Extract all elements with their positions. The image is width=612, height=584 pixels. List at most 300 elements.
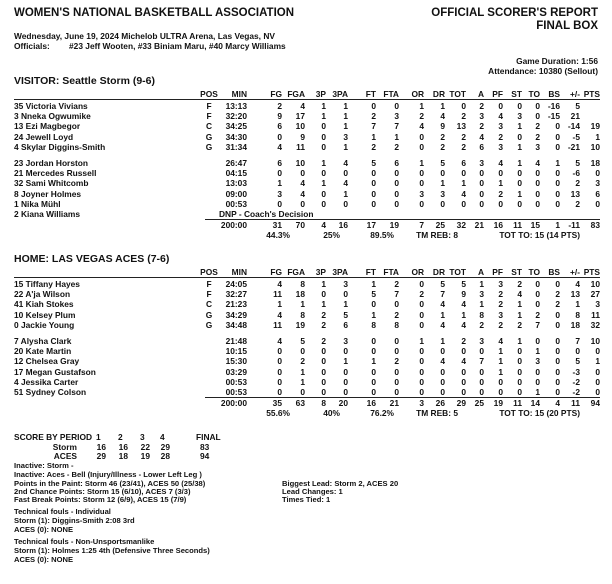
stat-plus-minus: -3 bbox=[572, 366, 580, 377]
stat-pts: 6 bbox=[595, 188, 600, 199]
final-score: 83 bbox=[200, 442, 210, 452]
percent-row bbox=[14, 230, 600, 240]
stat-fga: 1 bbox=[300, 366, 305, 377]
total-dr: 26 bbox=[435, 398, 445, 409]
stat-3p: 0 bbox=[321, 366, 326, 377]
stat-fga: 0 bbox=[300, 198, 305, 209]
stat-fta: 0 bbox=[394, 101, 399, 111]
total-pf: 16 bbox=[493, 220, 503, 231]
home-col-a: A bbox=[477, 267, 484, 277]
stat-pts: 32 bbox=[590, 319, 600, 330]
stat-st: 1 bbox=[517, 121, 522, 132]
player-name: 41 Kiah Stokes bbox=[14, 299, 74, 310]
stat-dr: 1 bbox=[440, 178, 445, 189]
stat-fg: 3 bbox=[277, 188, 282, 199]
total-3p: 8 bbox=[321, 398, 326, 409]
player-row bbox=[14, 132, 600, 142]
final-score: 94 bbox=[200, 451, 210, 461]
total-tot: 32 bbox=[456, 220, 466, 231]
player-row bbox=[14, 320, 600, 330]
stat-bs: -16 bbox=[547, 101, 560, 111]
points-in-paint: Points in the Paint: Storm 46 (23/41), ACES 50 (25/38) bbox=[14, 479, 206, 488]
stat-3pa: 0 bbox=[343, 376, 348, 387]
stat-bs: 2 bbox=[555, 299, 560, 310]
stat-or: 0 bbox=[419, 299, 424, 310]
player-name: 4 Skylar Diggins-Smith bbox=[14, 141, 106, 152]
player-name: 51 Sydney Colson bbox=[14, 387, 87, 397]
stat-a: 3 bbox=[479, 289, 484, 300]
player-name: 23 Jordan Horston bbox=[14, 158, 88, 168]
player-row bbox=[14, 158, 600, 168]
stat-or: 3 bbox=[419, 188, 424, 199]
stat-pos: C bbox=[205, 121, 213, 132]
stat-pf: 3 bbox=[498, 121, 503, 132]
home-col-fg: FG bbox=[270, 267, 282, 277]
stat-fga: 4 bbox=[300, 188, 305, 199]
stat-3pa: 1 bbox=[343, 356, 348, 367]
stat-fta: 0 bbox=[394, 168, 399, 179]
stat-a: 8 bbox=[479, 309, 484, 320]
stat-st: 0 bbox=[517, 376, 522, 387]
tech-fouls-storm: Storm (1): Diggins-Smith 2:08 3rd bbox=[14, 516, 135, 525]
stat-plus-minus: -2 bbox=[572, 376, 580, 387]
stat-fg: 0 bbox=[277, 346, 282, 357]
stat-tot: 13 bbox=[456, 121, 466, 132]
player-row bbox=[14, 101, 600, 111]
stat-a: 0 bbox=[479, 346, 484, 357]
stat-pts: 1 bbox=[595, 356, 600, 367]
stat-3p: 1 bbox=[321, 101, 326, 111]
stat-fta: 0 bbox=[394, 178, 399, 189]
player-name: 32 Sami Whitcomb bbox=[14, 178, 89, 189]
stat-min: 10:15 bbox=[225, 346, 247, 357]
stat-st: 0 bbox=[517, 131, 522, 142]
stat-fga: 8 bbox=[300, 279, 305, 289]
stat-a: 0 bbox=[479, 188, 484, 199]
stat-a: 6 bbox=[479, 141, 484, 152]
stat-min: 32:27 bbox=[225, 289, 247, 300]
stat-pts: 0 bbox=[595, 346, 600, 357]
stat-to: 0 bbox=[535, 198, 540, 209]
stat-fga: 19 bbox=[295, 319, 305, 330]
biggest-lead: Biggest Lead: Storm 2, ACES 20 bbox=[282, 479, 399, 488]
stat-dr: 0 bbox=[440, 366, 445, 377]
stat-3p: 0 bbox=[321, 387, 326, 397]
stat-3pa: 1 bbox=[343, 188, 348, 199]
stat-fga: 8 bbox=[300, 309, 305, 320]
player-row bbox=[14, 299, 600, 309]
ft-percent: 76.2% bbox=[370, 408, 394, 419]
stat-or: 0 bbox=[419, 141, 424, 152]
stat-fta: 3 bbox=[394, 111, 399, 122]
stat-pf: 4 bbox=[498, 336, 503, 346]
player-row bbox=[14, 367, 600, 377]
visitor-col-or: OR bbox=[411, 89, 424, 99]
stat-fg: 0 bbox=[277, 376, 282, 387]
stat-or: 0 bbox=[419, 178, 424, 189]
stat-fg: 4 bbox=[277, 141, 282, 152]
stat-pf: 2 bbox=[498, 131, 503, 142]
stat-tot: 2 bbox=[461, 111, 466, 122]
stat-plus-minus: 5 bbox=[575, 158, 580, 168]
stat-fga: 17 bbox=[295, 111, 305, 122]
stat-a: 0 bbox=[479, 178, 484, 189]
stat-a: 4 bbox=[479, 131, 484, 142]
player-row bbox=[14, 199, 600, 209]
stat-dr: 9 bbox=[440, 121, 445, 132]
nonunsp-fouls-aces: ACES (0): NONE bbox=[14, 555, 74, 564]
stat-3pa: 3 bbox=[343, 336, 348, 346]
stat-3p: 0 bbox=[321, 289, 326, 300]
stat-dr: 0 bbox=[440, 168, 445, 179]
stat-st: 1 bbox=[517, 299, 522, 310]
visitor-col-min: MIN bbox=[231, 89, 247, 99]
stat-pf: 0 bbox=[498, 168, 503, 179]
stat-fga: 10 bbox=[295, 121, 305, 132]
stat-3p: 1 bbox=[321, 158, 326, 168]
stat-ft: 1 bbox=[371, 309, 376, 320]
stat-fga: 0 bbox=[300, 387, 305, 397]
stat-min: 09:00 bbox=[225, 188, 247, 199]
player-name: 13 Ezi Magbegor bbox=[14, 121, 81, 132]
stat-a: 0 bbox=[479, 376, 484, 387]
total-turnovers: TOT TO: 15 (14 PTS) bbox=[499, 230, 580, 241]
total-a: 25 bbox=[474, 398, 484, 409]
stat-to: 7 bbox=[535, 319, 540, 330]
stat-tot: 5 bbox=[461, 279, 466, 289]
stat-to: 0 bbox=[535, 336, 540, 346]
total-bs: 1 bbox=[555, 220, 560, 231]
player-name: 7 Alysha Clark bbox=[14, 336, 72, 346]
stat-to: 0 bbox=[535, 289, 540, 300]
stat-fga: 5 bbox=[300, 336, 305, 346]
stat-to: 0 bbox=[535, 111, 540, 122]
stat-min: 21:23 bbox=[225, 299, 247, 310]
stat-3pa: 0 bbox=[343, 387, 348, 397]
stat-dr: 1 bbox=[440, 336, 445, 346]
stat-to: 2 bbox=[535, 121, 540, 132]
stat-min: 21:48 bbox=[225, 336, 247, 346]
stat-or: 0 bbox=[419, 198, 424, 209]
home-col-tot: TOT bbox=[449, 267, 466, 277]
score-by-period-label: SCORE BY PERIOD bbox=[14, 432, 93, 442]
visitor-header-rule bbox=[14, 99, 600, 100]
period-4-header: 4 bbox=[160, 432, 165, 442]
stat-st: 0 bbox=[517, 356, 522, 367]
stat-3p: 2 bbox=[321, 319, 326, 330]
home-col-pos: POS bbox=[200, 267, 218, 277]
stat-3p: 0 bbox=[321, 376, 326, 387]
dnp-row bbox=[14, 209, 600, 219]
stat-or: 0 bbox=[419, 387, 424, 397]
stat-or: 0 bbox=[419, 131, 424, 142]
visitor-col-to: TO bbox=[528, 89, 540, 99]
stat-bs: -15 bbox=[547, 111, 560, 122]
stat-min: 34:29 bbox=[225, 309, 247, 320]
stat-ft: 5 bbox=[371, 158, 376, 168]
stat-st: 0 bbox=[517, 178, 522, 189]
stat-3pa: 4 bbox=[343, 158, 348, 168]
stat-fg: 4 bbox=[277, 309, 282, 320]
stat-fg: 0 bbox=[277, 387, 282, 397]
stat-to: 0 bbox=[535, 178, 540, 189]
player-row bbox=[14, 336, 600, 346]
stat-pts: 0 bbox=[595, 198, 600, 209]
stat-bs: 2 bbox=[555, 289, 560, 300]
stat-fta: 2 bbox=[394, 141, 399, 152]
stat-pts: 18 bbox=[590, 158, 600, 168]
total-3pa: 16 bbox=[338, 220, 348, 231]
stat-min: 34:30 bbox=[225, 131, 247, 142]
stat-fg: 4 bbox=[277, 279, 282, 289]
stat-tot: 4 bbox=[461, 299, 466, 310]
stat-ft: 0 bbox=[371, 336, 376, 346]
player-name: 1 Nika Mühl bbox=[14, 198, 61, 209]
period-2-header: 2 bbox=[118, 432, 123, 442]
player-name: 3 Nneka Ogwumike bbox=[14, 111, 91, 122]
player-row bbox=[14, 121, 600, 131]
visitor-col-3p: 3P bbox=[315, 89, 326, 99]
stat-dr: 4 bbox=[440, 299, 445, 310]
stat-a: 3 bbox=[479, 336, 484, 346]
stat-pts: 3 bbox=[595, 299, 600, 310]
period-score: 29 bbox=[96, 451, 106, 461]
stat-pts: 0 bbox=[595, 168, 600, 179]
stat-fg: 6 bbox=[277, 158, 282, 168]
period-score: 16 bbox=[96, 442, 106, 452]
stat-plus-minus: 0 bbox=[575, 346, 580, 357]
visitor-col-pts: PTS bbox=[583, 89, 600, 99]
stat-bs: 0 bbox=[555, 356, 560, 367]
stat-min: 03:29 bbox=[225, 366, 247, 377]
stat-fg: 0 bbox=[277, 356, 282, 367]
stat-to: 3 bbox=[535, 141, 540, 152]
stat-bs: 0 bbox=[555, 168, 560, 179]
stat-to: 0 bbox=[535, 188, 540, 199]
stat-tot: 6 bbox=[461, 158, 466, 168]
team-rebounds: TM REB: 8 bbox=[416, 230, 458, 241]
report-title: OFFICIAL SCORER'S REPORT bbox=[431, 7, 598, 19]
stat-or: 0 bbox=[419, 319, 424, 330]
total-fg: 31 bbox=[272, 220, 282, 231]
home-col-dr: DR bbox=[432, 267, 445, 277]
stat-pos: C bbox=[205, 299, 213, 310]
total-dr: 25 bbox=[435, 220, 445, 231]
stat-3p: 1 bbox=[321, 299, 326, 310]
stat-pos: G bbox=[205, 131, 213, 142]
stat-bs: 0 bbox=[555, 198, 560, 209]
total-or: 3 bbox=[419, 398, 424, 409]
total-pts: 94 bbox=[590, 398, 600, 409]
stat-fta: 7 bbox=[394, 121, 399, 132]
stat-plus-minus: -21 bbox=[567, 141, 580, 152]
player-row bbox=[14, 111, 600, 121]
stat-to: 3 bbox=[535, 356, 540, 367]
totals-row bbox=[14, 220, 600, 230]
home-col-ft: FT bbox=[365, 267, 376, 277]
stat-fg: 0 bbox=[277, 168, 282, 179]
stat-fta: 0 bbox=[394, 376, 399, 387]
stat-min: 26:47 bbox=[225, 158, 247, 168]
stat-3pa: 0 bbox=[343, 366, 348, 377]
stat-or: 0 bbox=[419, 309, 424, 320]
stat-or: 2 bbox=[419, 289, 424, 300]
stat-tot: 0 bbox=[461, 366, 466, 377]
totals-row bbox=[14, 398, 600, 408]
stat-3pa: 0 bbox=[343, 289, 348, 300]
home-col-3pa: 3PA bbox=[332, 267, 348, 277]
stat-fta: 6 bbox=[394, 158, 399, 168]
total-fta: 21 bbox=[389, 398, 399, 409]
inactive-storm: Inactive: Storm - bbox=[14, 461, 74, 470]
home-title: HOME: LAS VEGAS ACES (7-6) bbox=[14, 253, 170, 265]
stat-plus-minus: 2 bbox=[575, 198, 580, 209]
home-col-min: MIN bbox=[231, 267, 247, 277]
stat-dr: 0 bbox=[440, 387, 445, 397]
stat-a: 3 bbox=[479, 158, 484, 168]
stat-bs: 0 bbox=[555, 121, 560, 132]
stat-ft: 0 bbox=[371, 366, 376, 377]
total-bs: 4 bbox=[555, 398, 560, 409]
stat-tot: 2 bbox=[461, 336, 466, 346]
stat-fta: 0 bbox=[394, 198, 399, 209]
player-name: 35 Victoria Vivians bbox=[14, 101, 88, 111]
stat-3pa: 0 bbox=[343, 168, 348, 179]
stat-pts: 10 bbox=[590, 279, 600, 289]
stat-tot: 1 bbox=[461, 178, 466, 189]
player-name: 24 Jewell Loyd bbox=[14, 131, 74, 142]
stat-pos: F bbox=[206, 279, 212, 289]
stat-pf: 3 bbox=[498, 141, 503, 152]
stat-bs: 0 bbox=[555, 279, 560, 289]
stat-st: 0 bbox=[517, 387, 522, 397]
visitor-col-pos: POS bbox=[200, 89, 218, 99]
stat-min: 32:20 bbox=[225, 111, 247, 122]
stat-a: 0 bbox=[479, 198, 484, 209]
home-col-fta: FTA bbox=[383, 267, 399, 277]
stat-st: 2 bbox=[517, 319, 522, 330]
stat-plus-minus: 18 bbox=[570, 319, 580, 330]
stat-fg: 11 bbox=[273, 319, 282, 330]
stat-pos: F bbox=[206, 101, 212, 111]
stat-pts: 10 bbox=[590, 141, 600, 152]
stat-3p: 1 bbox=[321, 178, 326, 189]
ft-percent: 89.5% bbox=[370, 230, 394, 241]
stat-dr: 3 bbox=[440, 188, 445, 199]
nonunsp-fouls-header: Technical fouls - Non-Unsportsmanlike bbox=[14, 537, 155, 546]
stat-3p: 2 bbox=[321, 309, 326, 320]
stat-tot: 0 bbox=[461, 346, 466, 357]
stat-fga: 1 bbox=[300, 376, 305, 387]
stat-or: 1 bbox=[419, 158, 424, 168]
stat-tot: 2 bbox=[461, 131, 466, 142]
stat-tot: 0 bbox=[461, 101, 466, 111]
period-score: 29 bbox=[160, 442, 170, 452]
stat-plus-minus: 13 bbox=[570, 289, 580, 300]
home-col-or: OR bbox=[411, 267, 424, 277]
stat-or: 4 bbox=[419, 121, 424, 132]
stat-plus-minus: -2 bbox=[572, 387, 580, 397]
stat-fta: 7 bbox=[394, 289, 399, 300]
times-tied: Times Tied: 1 bbox=[282, 495, 331, 504]
total-st: 11 bbox=[513, 220, 522, 231]
stat-bs: 0 bbox=[555, 387, 560, 397]
stat-st: 4 bbox=[517, 289, 522, 300]
visitor-col-st: ST bbox=[511, 89, 522, 99]
home-header-rule bbox=[14, 277, 600, 278]
total-or: 7 bbox=[419, 220, 424, 231]
stat-fg: 0 bbox=[277, 131, 282, 142]
period-team-name: Storm bbox=[52, 442, 77, 452]
three-percent: 25% bbox=[323, 230, 340, 241]
player-row bbox=[14, 387, 600, 397]
stat-fta: 1 bbox=[394, 131, 399, 142]
home-col-st: ST bbox=[511, 267, 522, 277]
total-to: 14 bbox=[530, 398, 540, 409]
stat-st: 0 bbox=[517, 198, 522, 209]
stat-or: 0 bbox=[419, 346, 424, 357]
stat-dr: 0 bbox=[440, 346, 445, 357]
stat-ft: 0 bbox=[371, 198, 376, 209]
total-to: 15 bbox=[530, 220, 540, 231]
stat-min: 00:53 bbox=[225, 376, 247, 387]
stat-bs: 0 bbox=[555, 376, 560, 387]
stat-pf: 2 bbox=[498, 299, 503, 310]
period-score: 19 bbox=[140, 451, 150, 461]
stat-fga: 4 bbox=[300, 178, 305, 189]
stat-fta: 2 bbox=[394, 356, 399, 367]
visitor-col-bs: BS bbox=[548, 89, 560, 99]
stat-3p: 1 bbox=[321, 279, 326, 289]
stat-or: 2 bbox=[419, 111, 424, 122]
stat-or: 1 bbox=[419, 336, 424, 346]
stat-fta: 2 bbox=[394, 309, 399, 320]
stat-tot: 4 bbox=[461, 188, 466, 199]
stat-tot: 0 bbox=[461, 168, 466, 179]
stat-tot: 1 bbox=[461, 309, 466, 320]
stat-to: 1 bbox=[535, 346, 540, 357]
player-row bbox=[14, 377, 600, 387]
stat-dr: 4 bbox=[440, 356, 445, 367]
stat-to: 0 bbox=[535, 168, 540, 179]
stat-min: 24:05 bbox=[225, 279, 247, 289]
stat-bs: 0 bbox=[555, 319, 560, 330]
total-min: 200:00 bbox=[220, 398, 247, 409]
stat-fg: 0 bbox=[277, 366, 282, 377]
total-tot: 29 bbox=[456, 398, 466, 409]
stat-fg: 9 bbox=[277, 111, 282, 122]
stat-ft: 7 bbox=[371, 121, 376, 132]
stat-pos: G bbox=[205, 141, 213, 152]
stat-tot: 4 bbox=[461, 356, 466, 367]
stat-3p: 1 bbox=[321, 111, 326, 122]
stat-pf: 0 bbox=[498, 376, 503, 387]
period-score: 18 bbox=[118, 451, 128, 461]
stat-pf: 2 bbox=[498, 188, 503, 199]
stat-or: 0 bbox=[419, 366, 424, 377]
stat-ft: 1 bbox=[371, 131, 376, 142]
stat-dr: 4 bbox=[440, 111, 445, 122]
player-name: 4 Jessika Carter bbox=[14, 376, 79, 387]
stat-pos: F bbox=[206, 289, 212, 300]
stat-fta: 0 bbox=[394, 336, 399, 346]
stat-pts: 27 bbox=[590, 289, 600, 300]
visitor-col-3pa: 3PA bbox=[332, 89, 348, 99]
total-ft: 17 bbox=[366, 220, 376, 231]
stat-dr: 1 bbox=[440, 309, 445, 320]
stat-a: 2 bbox=[479, 121, 484, 132]
period-1-header: 1 bbox=[96, 432, 101, 442]
